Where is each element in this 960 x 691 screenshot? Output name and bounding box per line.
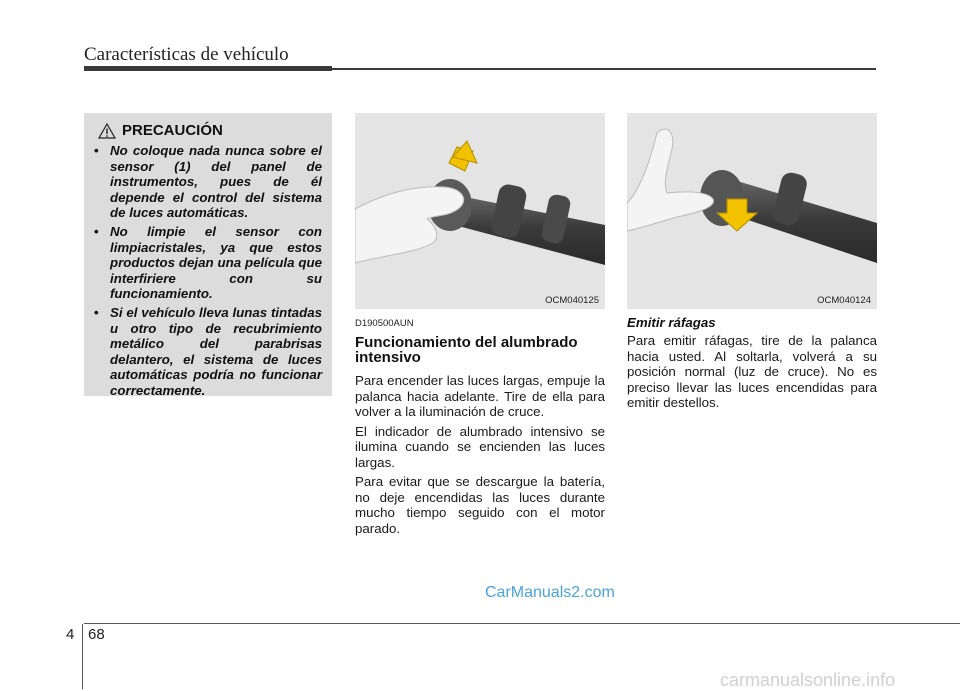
caution-header bbox=[92, 119, 324, 141]
caution-box bbox=[84, 113, 332, 396]
lever-push-illustration bbox=[355, 113, 605, 309]
paragraph: Para evitar que se descargue la batería, no deje encendidas las luces durante mucho tiempo seguido con el motor parado. bbox=[355, 474, 605, 536]
header-rule bbox=[332, 68, 876, 70]
caution-list bbox=[84, 143, 332, 402]
header-bar bbox=[84, 66, 332, 71]
caution-item: • Si el vehículo lleva lunas tintadas u otro tipo de recubrimiento metálico del parabrisas delantero, el sistema de luces automáticas podría no funcionar correctamente. bbox=[94, 304, 322, 398]
chapter-number: 4 bbox=[66, 626, 75, 643]
section-highbeam bbox=[355, 318, 605, 540]
paragraph: El indicador de alumbrado intensivo se ilumina cuando se encienden las luces largas. bbox=[355, 423, 605, 470]
paragraph: Para encender las luces largas, empuje la palanca hacia adelante. Tire de ella para volver a la iluminación de cruce. bbox=[355, 373, 605, 419]
figure-code: OCM040125 bbox=[545, 295, 599, 306]
section-title: Funcionamiento del alumbrado intensivo bbox=[355, 334, 578, 366]
page-number: 68 bbox=[88, 626, 105, 643]
section-code: D190500AUN bbox=[355, 318, 414, 329]
site-watermark: carmanualsonline.info bbox=[720, 670, 896, 690]
figure-push-lever bbox=[355, 113, 605, 309]
caution-item: • No coloque nada nunca sobre el sensor (1) del panel de instrumentos, pues de él depende el control del sistema de luces automáticas. bbox=[94, 143, 322, 221]
footer-rule bbox=[84, 623, 960, 624]
flash-title: Emitir ráfagas bbox=[627, 315, 716, 330]
figure-code: OCM040124 bbox=[817, 295, 871, 306]
page-header-title: Características de vehículo bbox=[84, 44, 289, 65]
watermark-link[interactable]: CarManuals2.com bbox=[485, 584, 615, 601]
caution-item: • No limpie el sensor con limpiacristales, ya que estos productos dejan una película que interfiriere con su funcionamiento. bbox=[94, 223, 322, 302]
section-flash bbox=[627, 315, 877, 415]
flash-text: Para emitir ráfagas, tire de la palanca hacia usted. Al soltarla, volverá a su posición normal (luz de cruce). No es preciso llevar las luces encendidas para emitir destellos. bbox=[627, 333, 877, 410]
warning-icon bbox=[98, 123, 116, 139]
caution-title: PRECAUCIÓN bbox=[122, 122, 223, 139]
footer-vertical-rule bbox=[82, 624, 83, 689]
figure-pull-lever bbox=[627, 113, 877, 309]
lever-pull-illustration bbox=[627, 113, 877, 309]
